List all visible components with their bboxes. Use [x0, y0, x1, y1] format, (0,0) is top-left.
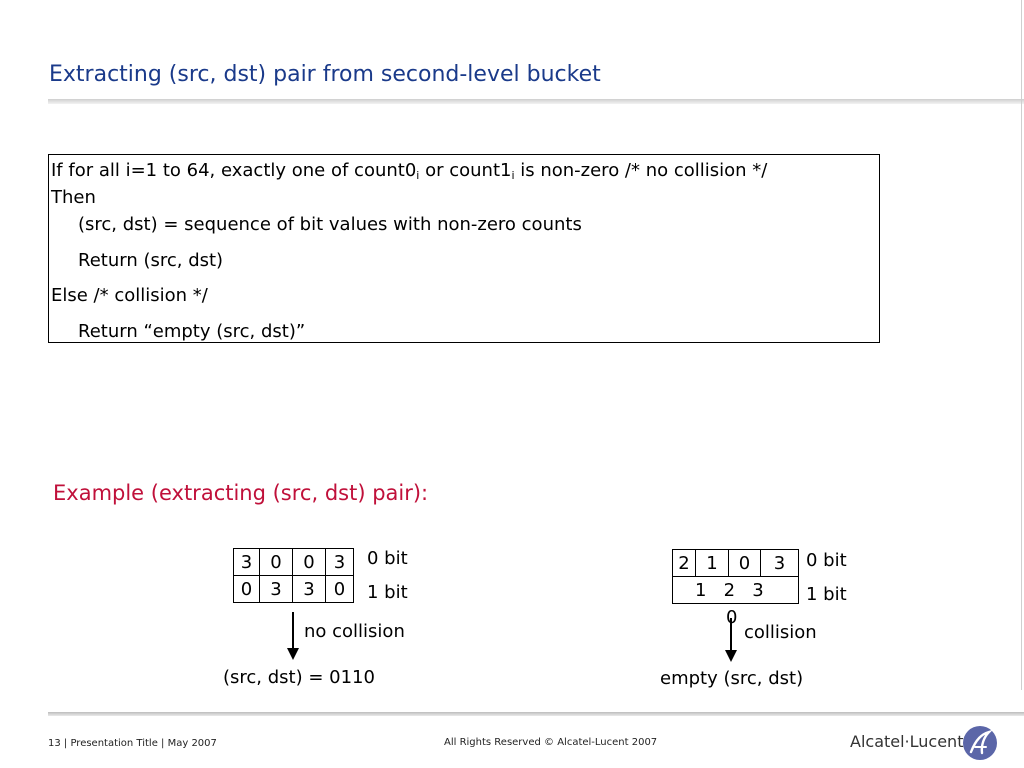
left-cell: 0	[260, 549, 293, 576]
no-collision-label: no collision	[304, 621, 405, 642]
footer-divider	[48, 712, 1024, 716]
left-count-table	[233, 548, 354, 603]
algorithm-line-2: Then	[51, 187, 96, 208]
algorithm-line-1	[51, 162, 767, 181]
algorithm-line-5: Else /* collision */	[51, 285, 208, 306]
algorithm-line-4: Return (src, dst)	[78, 250, 224, 271]
subscript-i-2: i	[511, 169, 515, 182]
footer-copyright: All Rights Reserved © Alcatel-Lucent 2007	[444, 737, 658, 748]
algorithm-line-1-mid: or count1	[419, 160, 512, 181]
example-heading: Example (extracting (src, dst) pair):	[53, 481, 429, 505]
right-merged-cell: 1 2 3	[673, 577, 799, 604]
right-cell: 3	[761, 550, 799, 577]
left-cell: 3	[260, 576, 293, 603]
right-result: empty (src, dst)	[660, 668, 804, 689]
left-down-arrow	[286, 612, 300, 662]
logo-text: Alcatel·Lucent	[850, 732, 964, 751]
left-cell: 0	[326, 576, 354, 603]
left-row-1bit	[234, 576, 354, 603]
title-divider	[48, 99, 1024, 104]
collision-label: collision	[744, 622, 817, 643]
right-cell: 2	[673, 550, 696, 577]
left-row-0bit	[234, 549, 354, 576]
right-cell: 1	[696, 550, 729, 577]
slide-title: Extracting (src, dst) pair from second-level bucket	[49, 62, 601, 87]
right-overflow-digit: 0	[726, 607, 738, 628]
left-0bit-label: 0 bit	[367, 548, 408, 569]
right-1bit-label: 1 bit	[806, 584, 847, 605]
left-cell: 3	[326, 549, 354, 576]
algorithm-line-1-pre: If for all i=1 to 64, exactly one of count0	[51, 160, 417, 181]
right-row-1bit	[673, 577, 799, 604]
right-down-arrow	[724, 618, 738, 664]
left-cell: 0	[234, 576, 260, 603]
right-cell: 0	[729, 550, 761, 577]
right-0bit-label: 0 bit	[806, 550, 847, 571]
algorithm-box	[48, 154, 880, 343]
right-row-0bit	[673, 550, 799, 577]
right-count-table	[672, 549, 799, 604]
algorithm-line-3: (src, dst) = sequence of bit values with non-zero counts	[78, 214, 582, 235]
algorithm-line-6: Return “empty (src, dst)”	[78, 321, 306, 342]
algorithm-line-1-post: is non-zero /* no collision */	[514, 160, 768, 181]
right-edge-line	[1021, 0, 1022, 690]
left-1bit-label: 1 bit	[367, 582, 408, 603]
logo-swirl-icon	[962, 725, 998, 761]
subscript-i-1: i	[416, 169, 420, 182]
footer-page-info: 13 | Presentation Title | May 2007	[48, 738, 217, 749]
left-result: (src, dst) = 0110	[223, 667, 375, 688]
alcatel-lucent-logo	[850, 725, 1000, 761]
left-cell: 3	[293, 576, 326, 603]
left-cell: 0	[293, 549, 326, 576]
left-cell: 3	[234, 549, 260, 576]
